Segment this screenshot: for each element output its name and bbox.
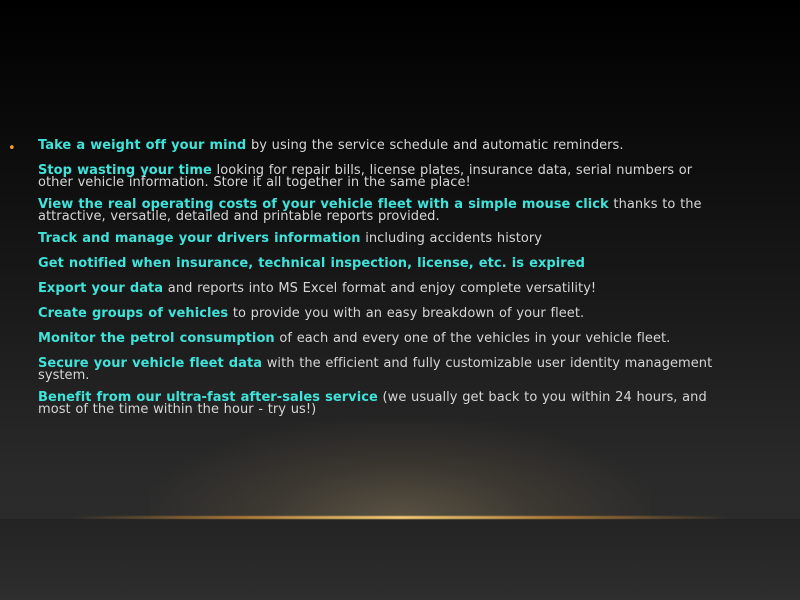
feature-highlight: Get notified when insurance, technical inspection, license, etc. is expired [38, 256, 585, 271]
feature-text: and reports into MS Excel format and enjoy complete versatility! [163, 281, 597, 296]
feature-highlight: Stop wasting your time [38, 163, 212, 178]
feature-highlight: Benefit from our ultra-fast after-sales service [38, 390, 378, 405]
floor-shade [0, 519, 800, 600]
feature-highlight: Export your data [38, 281, 164, 296]
feature-text: looking for repair bills, license plates, insurance data, serial numbers or other vehicle information. Store it all together in the same place! [38, 163, 693, 190]
feature-highlight: Track and manage your drivers information [38, 231, 361, 246]
feature-item-drivers [38, 233, 718, 245]
spotlight-glow [150, 420, 650, 520]
feature-text: with the efficient and fully customizable user identity management system. [38, 356, 713, 383]
feature-highlight: Monitor the petrol consumption [38, 331, 275, 346]
feature-item-reminders [38, 140, 718, 152]
feature-text: by using the service schedule and automatic reminders. [246, 138, 624, 153]
feature-text: (we usually get back to you within 24 hours, and most of the time within the hour - try us!) [38, 390, 707, 417]
feature-highlight: View the real operating costs of your vehicle fleet with a simple mouse click [38, 197, 609, 212]
feature-highlight: Secure your vehicle fleet data [38, 356, 263, 371]
feature-highlight: Create groups of vehicles [38, 306, 229, 321]
feature-text: thanks to the attractive, versatile, detailed and printable reports provided. [38, 197, 702, 224]
slide-body [38, 140, 718, 426]
feature-text: including accidents history [360, 231, 542, 246]
feature-item-support [38, 392, 718, 416]
feature-item-security [38, 358, 718, 382]
feature-text: of each and every one of the vehicles in your vehicle fleet. [274, 331, 671, 346]
feature-item-notifications [38, 258, 718, 270]
feature-item-groups [38, 308, 718, 320]
feature-highlight: Take a weight off your mind [38, 138, 247, 153]
feature-item-costs [38, 199, 718, 223]
feature-text: to provide you with an easy breakdown of your fleet. [228, 306, 585, 321]
feature-item-export [38, 283, 718, 295]
feature-item-storage [38, 165, 718, 189]
feature-item-petrol [38, 333, 718, 345]
bullet-marker: • [8, 141, 16, 156]
